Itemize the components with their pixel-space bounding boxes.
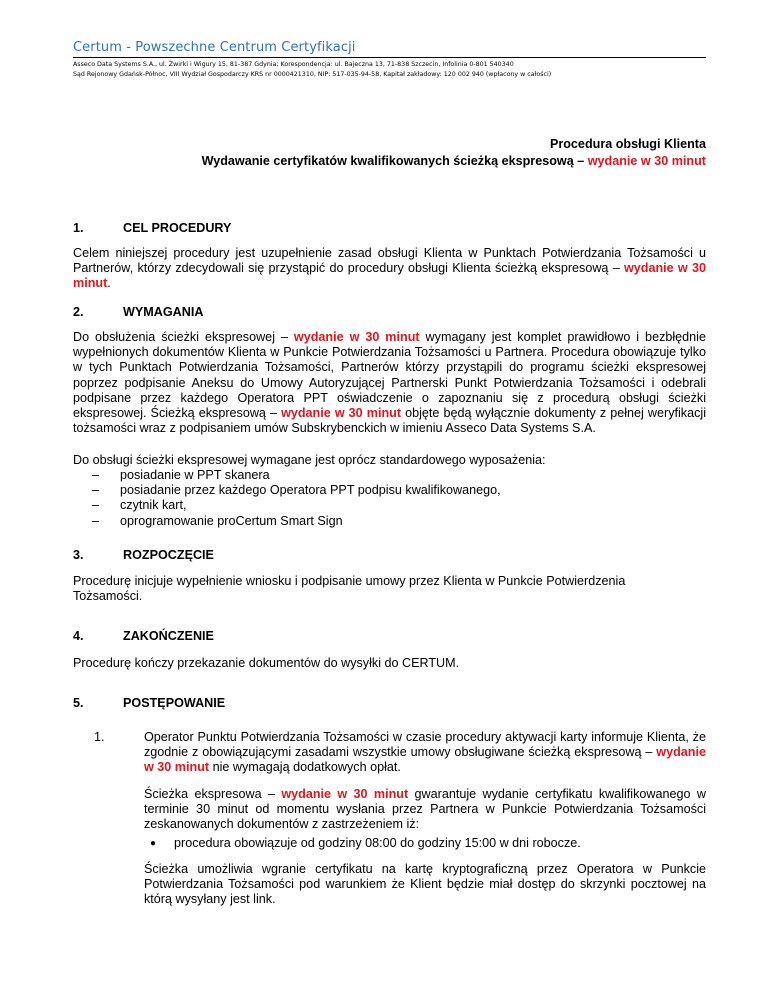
section-4-text: Procedurę kończy przekazanie dokumentów do wysyłki do CERTUM. — [73, 656, 460, 670]
section-4-title: ZAKOŃCZENIE — [123, 629, 214, 643]
section-2-list-intro: Do obsługi ścieżki ekspresowej wymagane jest oprócz standardowego wyposażenia: — [73, 453, 546, 467]
section-5-number: 5. — [73, 696, 84, 710]
section-2-text — [73, 330, 706, 436]
section-5-heading — [73, 696, 225, 710]
step-1-highlight: wydanie w 30 minut — [144, 745, 706, 775]
list-item-text: oprogramowanie proCertum Smart Sign — [120, 513, 343, 528]
list-item — [92, 468, 692, 483]
header-company-title: Certum - Powszechne Centrum Certyfikacji — [73, 40, 356, 55]
document-title — [202, 136, 706, 170]
section-1-heading — [73, 221, 231, 235]
list-dash: – — [92, 483, 100, 498]
list-dash: – — [92, 513, 100, 528]
section-2-highlight-b: wydanie w 30 minut — [281, 406, 402, 421]
section-3-heading — [73, 548, 214, 562]
section-5-title: POSTĘPOWANIE — [123, 696, 226, 710]
section-1-text-b: . — [107, 276, 111, 291]
list-dash: – — [92, 498, 100, 513]
header-registry-line: Sąd Rejonowy Gdańsk-Północ, VIII Wydział Gospodarczy KRS nr 0000421310, NIP: 517-035-94-58, Kapitał zakładowy: 120 002 940 (wpłacony w całości) — [73, 71, 552, 78]
title-line-1: Procedura obsługi Klienta — [549, 137, 706, 151]
hours-bullet — [150, 836, 581, 851]
section-1-title: CEL PROCEDURY — [123, 221, 232, 235]
section-3-number: 3. — [73, 548, 84, 562]
guarantee-text-a: Ścieżka ekspresowa – — [144, 787, 282, 801]
list-item-text: czytnik kart, — [120, 498, 187, 513]
list-item — [92, 483, 692, 498]
step-1-guarantee-text — [144, 787, 706, 833]
requirements-list — [92, 468, 692, 529]
list-item-text: posiadanie przez każdego Operatora PPT podpisu kwalifikowanego, — [120, 483, 501, 498]
step-1-card-text: Ścieżka umożliwia wgranie certyfikatu na kartę kryptograficzną przez Operatora w Punkcie Potwierdzania Tożsamości pod warunkiem że Klient będzie miał dostęp do skrzynki pocztowej na którą wysyłany jest link. — [144, 862, 706, 907]
step-1-text — [144, 730, 706, 776]
section-4-heading — [73, 629, 214, 643]
list-item — [92, 514, 692, 529]
section-1-text-a: Celem niniejszej procedury jest uzupełnienie zasad obsługi Klienta w Punktach Potwierdzania Tożsamości u Partnerów, którzy zdecydowali się przystąpić do procedury obsługi Klienta ścieżką ekspresową – — [73, 246, 706, 276]
section-1-number: 1. — [73, 221, 84, 235]
bullet-text: procedura obowiązuje od godziny 08:00 do godziny 15:00 w dni robocze. — [174, 836, 581, 850]
list-dash: – — [92, 468, 100, 482]
section-2-number: 2. — [73, 305, 84, 319]
section-1-highlight: wydanie w 30 minut — [73, 261, 706, 291]
section-3-title: ROZPOCZĘCIE — [123, 548, 214, 562]
title-highlight: wydanie w 30 minut — [587, 154, 706, 168]
bullet-dot: ● — [150, 838, 157, 849]
title-line-2-text: Wydawanie certyfikatów kwalifikowanych ścieżką ekspresową – — [201, 154, 588, 168]
title-line-2 — [202, 153, 706, 170]
list-item-text: posiadanie w PPT skanera — [120, 468, 270, 482]
section-2-text-b: wymagany jest komplet prawidłowo i bezbłędnie wypełnionych dokumentów Klienta w Punkcie Potwierdzania Tożsamości u Partnera. Procedura obowiązuje tylko w tych Punktach Potwierdzania Tożsamości, Partnerów którzy przystąpili do programu ścieżki ekspresowej poprzez podpisanie Aneksu do Umowy Autoryzującej Partnerski Punkt Potwierdzania Tożsamości i odebrali podpisane przez każdego Operatora PPT oświadczenie o zapoznaniu się z procedurą obsługi ścieżki ekspresowej. Ścieżką ekspresową – — [73, 330, 706, 421]
guarantee-text-b: gwarantuje wydanie certyfikatu kwalifikowanego w terminie 30 minut od momentu wysłania przez Partnera w Punkcie Potwierdzania Tożsamości zeskanowanych dokumentów z zastrzeżeniem iż: — [144, 787, 706, 832]
header-address-line: Asseco Data Systems S.A., ul. Żwirki i Wigury 15, 81-387 Gdynia; Korespondencja: ul. Bajeczna 13, 71-838 Szczecin, Infolinia 0-801 540340 — [73, 61, 514, 68]
guarantee-highlight: wydanie w 30 minut — [281, 787, 409, 801]
section-2-text-c: objęte będą wyłącznie dokumenty z pełnej weryfikacji tożsamości wraz z podpisaniem umów Subskrybenckich w imieniu Asseco Data Systems S.A. — [73, 406, 706, 436]
section-2-title: WYMAGANIA — [123, 305, 204, 319]
step-1-text-a: Operator Punktu Potwierdzania Tożsamości w czasie procedury aktywacji karty informuje Klienta, że zgodnie z obowiązującymi zasadami wszystkie umowy obsługiwane ścieżką ekspresową – — [144, 730, 706, 760]
section-1-text — [73, 246, 706, 292]
section-4-number: 4. — [73, 629, 84, 643]
section-2-highlight-a: wydanie w 30 minut — [293, 330, 420, 344]
step-1-text-b: nie wymagają dodatkowych opłat. — [209, 760, 401, 775]
section-2-text-a: Do obsłużenia ścieżki ekspresowej – — [73, 330, 294, 344]
section-2-heading — [73, 305, 203, 319]
header-divider — [73, 57, 706, 58]
section-3-text: Procedurę inicjuje wypełnienie wniosku i podpisanie umowy przez Klienta w Punkcie Potwierdzenia Tożsamości. — [73, 574, 626, 604]
list-item — [92, 498, 692, 513]
step-1-number: 1. — [94, 730, 105, 744]
